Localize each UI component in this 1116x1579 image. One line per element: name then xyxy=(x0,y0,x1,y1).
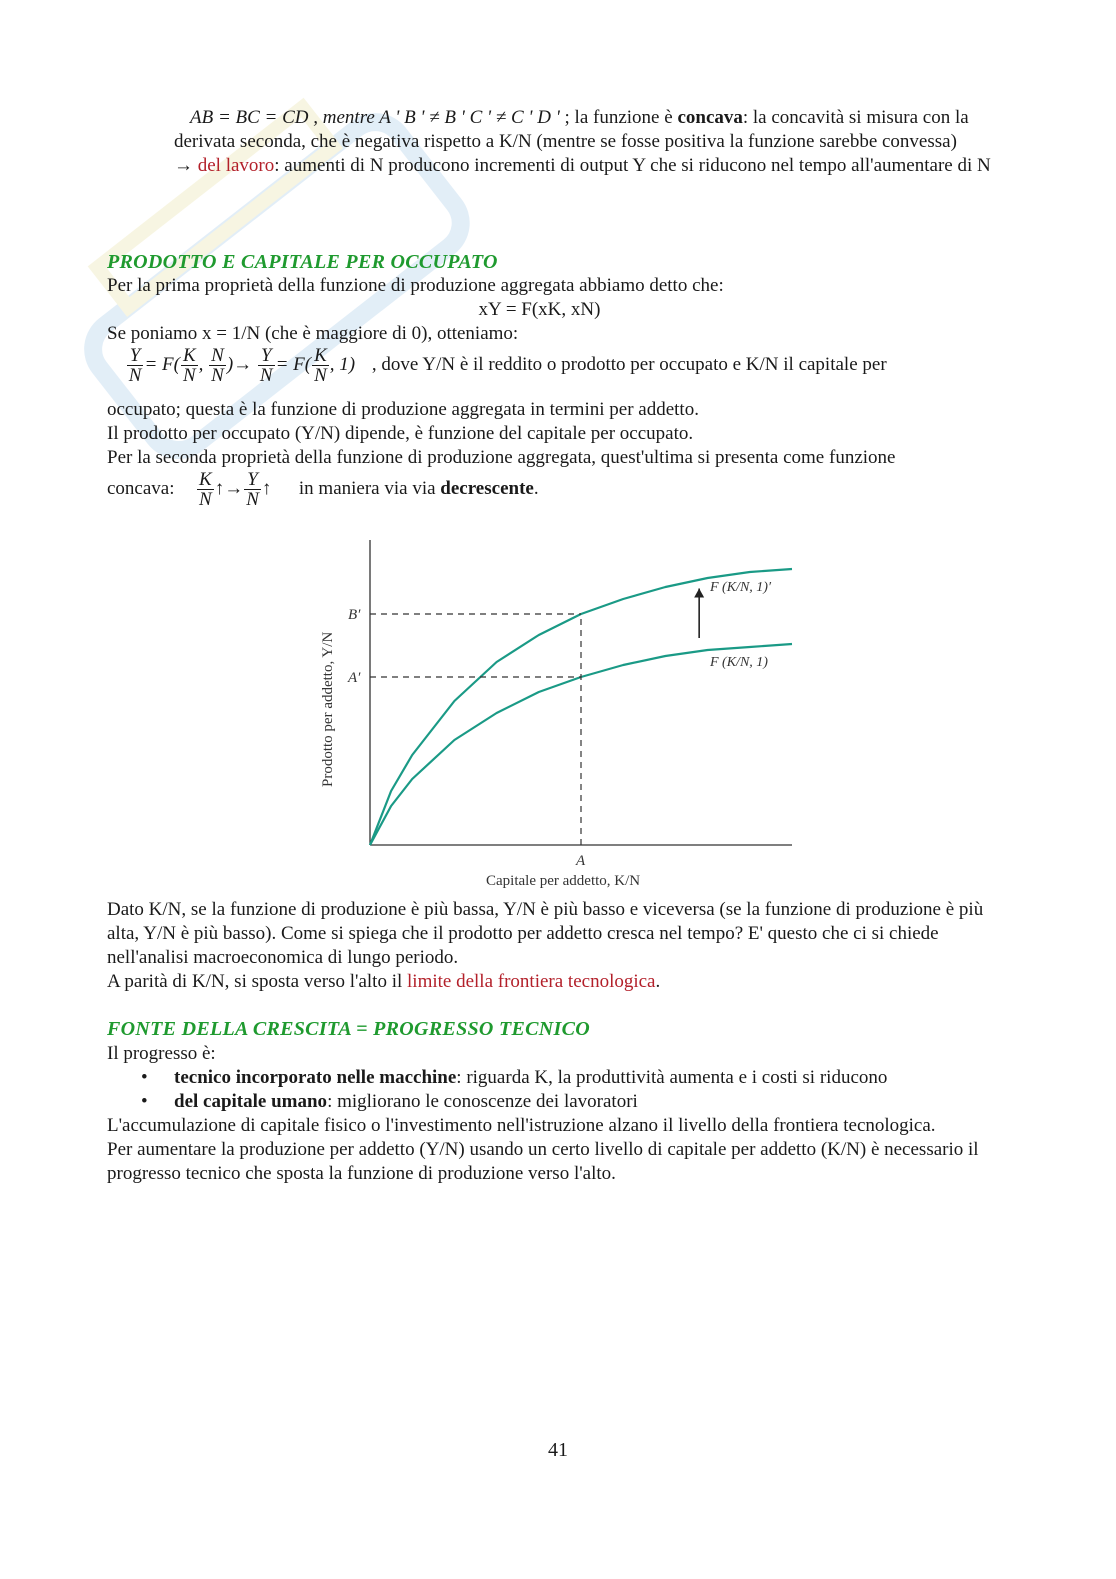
lavoro-highlight: del lavoro xyxy=(197,155,275,176)
progress-list xyxy=(107,1066,1012,1114)
production-function-chart xyxy=(300,540,810,895)
x-axis-title: Capitale per addetto, K/N xyxy=(486,873,641,889)
equation-per-addetto: $\frac{Y}{N}$ = F( $\frac{K}{N}$ , $\frac{N}{N}$ )→ $\frac{Y}{N}$ = F( $\frac{K}{N}$ , 1) , dove Y/N è il reddito o prodotto per occupato e K/N il capitale per xyxy=(128,345,887,386)
section-heading-fonte: FONTE DELLA CRESCITA = PROGRESSO TECNICO xyxy=(107,1018,590,1040)
series-label: F (K/N, 1)′ xyxy=(710,580,772,595)
series-label: F (K/N, 1) xyxy=(710,655,768,670)
section1-body-2: occupato; questa è la funzione di produzione aggregata in termini per addetto. Il prodotto per occupato (Y/N) dipende, è funzione del capitale per occupato. Per la seconda proprietà della funzione di produzione aggregata, quest'ultima si presenta come funzione xyxy=(107,399,896,468)
intro-paragraph: AB = BC = CD , mentre A ' B ' ≠ B ' C ' ≠ C ' D ' ; la funzione è concava: la concavità si misura con la derivata seconda, che è negativa rispetto a K/N (mentre se fosse positiva la funzione sarebbe convessa) → del lavoro: aumenti di N producono incrementi di output Y che si riducono nel tempo all'aumentare di N xyxy=(174,107,991,176)
formula-xy: xY = F(xK, xN) xyxy=(478,299,601,320)
y-tick-label: A′ xyxy=(348,670,361,686)
section-heading-prodotto: PRODOTTO E CAPITALE PER OCCUPATO xyxy=(107,251,498,273)
section1-body: Per la prima proprietà della funzione di produzione aggregata abbiamo detto che: xY = F(xK, xN) Se poniamo x = 1/N (che è maggiore di 0), otteniamo: xyxy=(107,274,1012,346)
frontiera-highlight: limite della frontiera tecnologica xyxy=(407,971,656,992)
y-axis-title: Prodotto per addetto, Y/N xyxy=(320,631,336,787)
shift-arrow-head xyxy=(694,589,704,598)
section1-after: Dato K/N, se la funzione di produzione è più bassa, Y/N è più basso e viceversa (se la funzione di produzione è più alta, Y/N è più basso). Come si spiega che il prodotto per addetto cresca nel tempo? E' questo che ci si chiede nell'analisi macroeconomica di lungo periodo. A parità di K/N, si sposta verso l'alto il limite della frontiera tecnologica. xyxy=(107,899,984,992)
page-number: 41 xyxy=(548,1439,568,1461)
x-tick-label: A xyxy=(576,853,586,869)
intro-formula: AB = BC = CD , mentre A ' B ' ≠ B ' C ' ≠ C ' D ' xyxy=(190,107,560,128)
y-tick-label: B′ xyxy=(348,607,361,623)
section2-body: Il progresso è: • tecnico incorporato nelle macchine: riguarda K, la produttività aumenta e i costi si riducono • del capitale umano: migliorano le conoscenze dei lavoratori L'accumulazione di capitale fisico o l'investimento nell'istruzione alzano il livello della frontiera tecnologica. Per aumentare la produzione per addetto (Y/N) usando un certo livello di capitale per addetto (K/N) è necessario il progresso tecnico che sposta la funzione di produzione verso l'alto. xyxy=(107,1042,1012,1186)
concava-bold: concava xyxy=(677,107,743,128)
list-item: • del capitale umano: migliorano le conoscenze dei lavoratori xyxy=(107,1090,1012,1114)
concava-line: concava: $\frac{K}{N}$ ↑→ $\frac{Y}{N}$ ↑ in maniera via via decrescente. xyxy=(107,469,539,510)
list-item: • tecnico incorporato nelle macchine: riguarda K, la produttività aumenta e i costi si riducono xyxy=(107,1066,1012,1090)
